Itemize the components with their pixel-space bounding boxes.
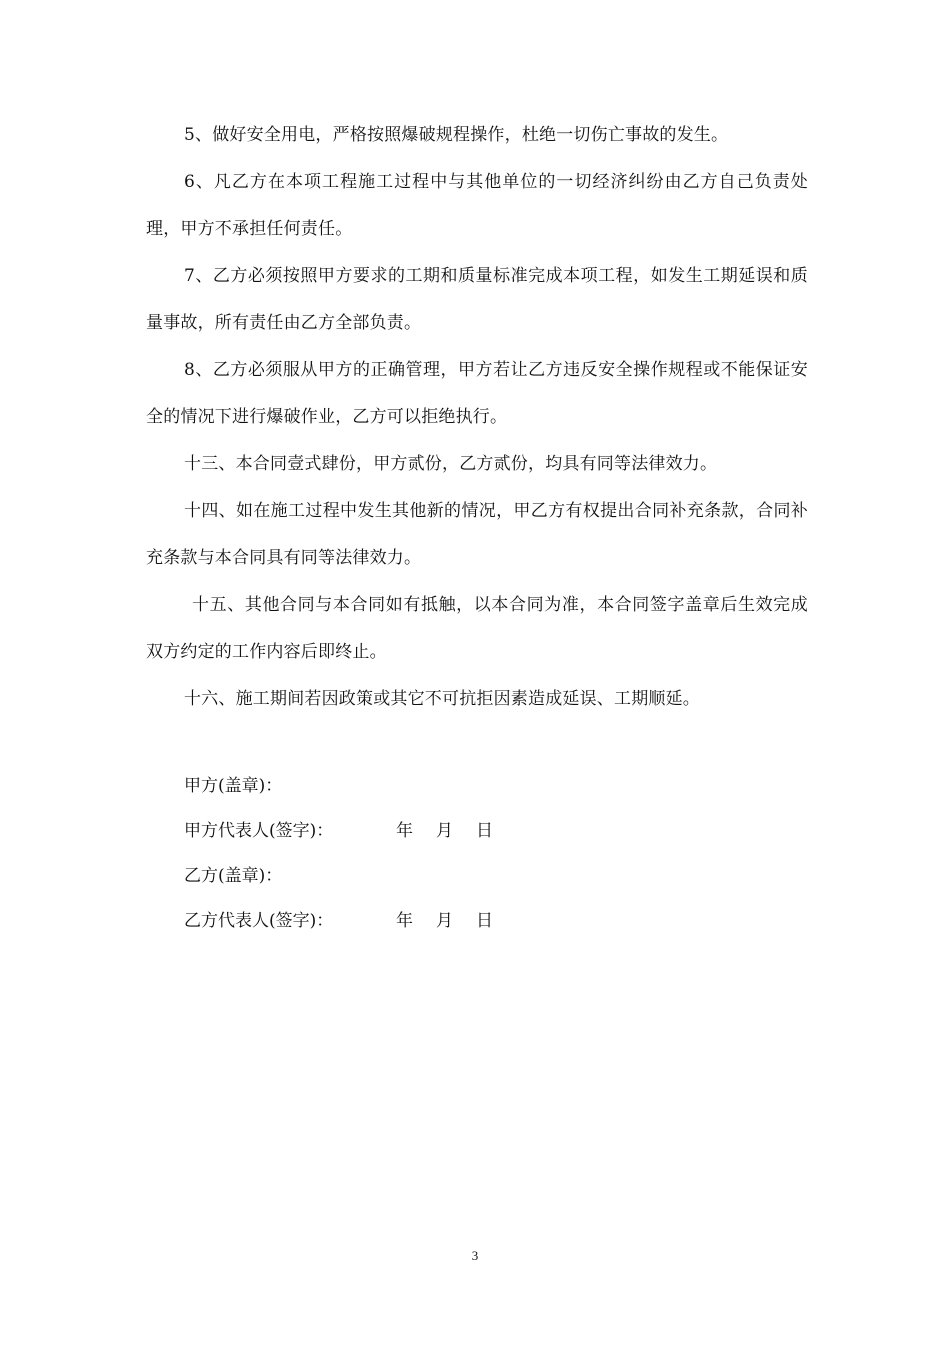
clause-5: 5、做好安全用电，严格按照爆破规程操作，杜绝一切伤亡事故的发生。 bbox=[184, 125, 729, 145]
party-a-seal-label: 甲方(盖章)： bbox=[184, 776, 283, 796]
clause-6: 6、凡乙方在本项工程施工过程中与其他单位的一切经济纠纷由乙方自己负责处理，甲方不承担任何责任。 bbox=[146, 172, 808, 239]
clause-16: 十六、施工期间若因政策或其它不可抗拒因素造成延误、工期顺延。 bbox=[184, 689, 700, 709]
party-b-seal-line bbox=[184, 854, 684, 899]
page-number: 3 bbox=[471, 1248, 479, 1263]
clause-14: 十四、如在施工过程中发生其他新的情况，甲乙方有权提出合同补充条款，合同补充条款与本合同具有同等法律效力。 bbox=[146, 501, 808, 568]
party-a-rep-label: 甲方代表人(签字)： bbox=[184, 821, 334, 841]
party-b-seal-label: 乙方(盖章)： bbox=[184, 866, 283, 886]
clause-7: 7、乙方必须按照甲方要求的工期和质量标准完成本项工程，如发生工期延误和质量事故，所有责任由乙方全部负责。 bbox=[146, 266, 808, 333]
party-b-day-label: 日 bbox=[476, 911, 493, 931]
party-b-rep-line bbox=[184, 899, 684, 944]
signature-block bbox=[184, 764, 684, 944]
party-a-year-label: 年 bbox=[396, 821, 413, 841]
party-b-rep-label: 乙方代表人(签字)： bbox=[184, 911, 334, 931]
clause-15: 十五、其他合同与本合同如有抵触，以本合同为准，本合同签字盖章后生效完成双方约定的工作内容后即终止。 bbox=[146, 595, 808, 662]
party-a-rep-line bbox=[184, 809, 684, 854]
party-a-month-label: 月 bbox=[436, 821, 453, 841]
party-b-year-label: 年 bbox=[396, 911, 413, 931]
contract-clauses bbox=[146, 112, 808, 723]
clause-8: 8、乙方必须服从甲方的正确管理，甲方若让乙方违反安全操作规程或不能保证安全的情况下进行爆破作业，乙方可以拒绝执行。 bbox=[146, 360, 808, 427]
party-b-month-label: 月 bbox=[436, 911, 453, 931]
clause-13: 十三、本合同壹式肆份，甲方贰份，乙方贰份，均具有同等法律效力。 bbox=[184, 454, 718, 474]
party-a-day-label: 日 bbox=[476, 821, 493, 841]
party-a-seal-line bbox=[184, 764, 684, 809]
